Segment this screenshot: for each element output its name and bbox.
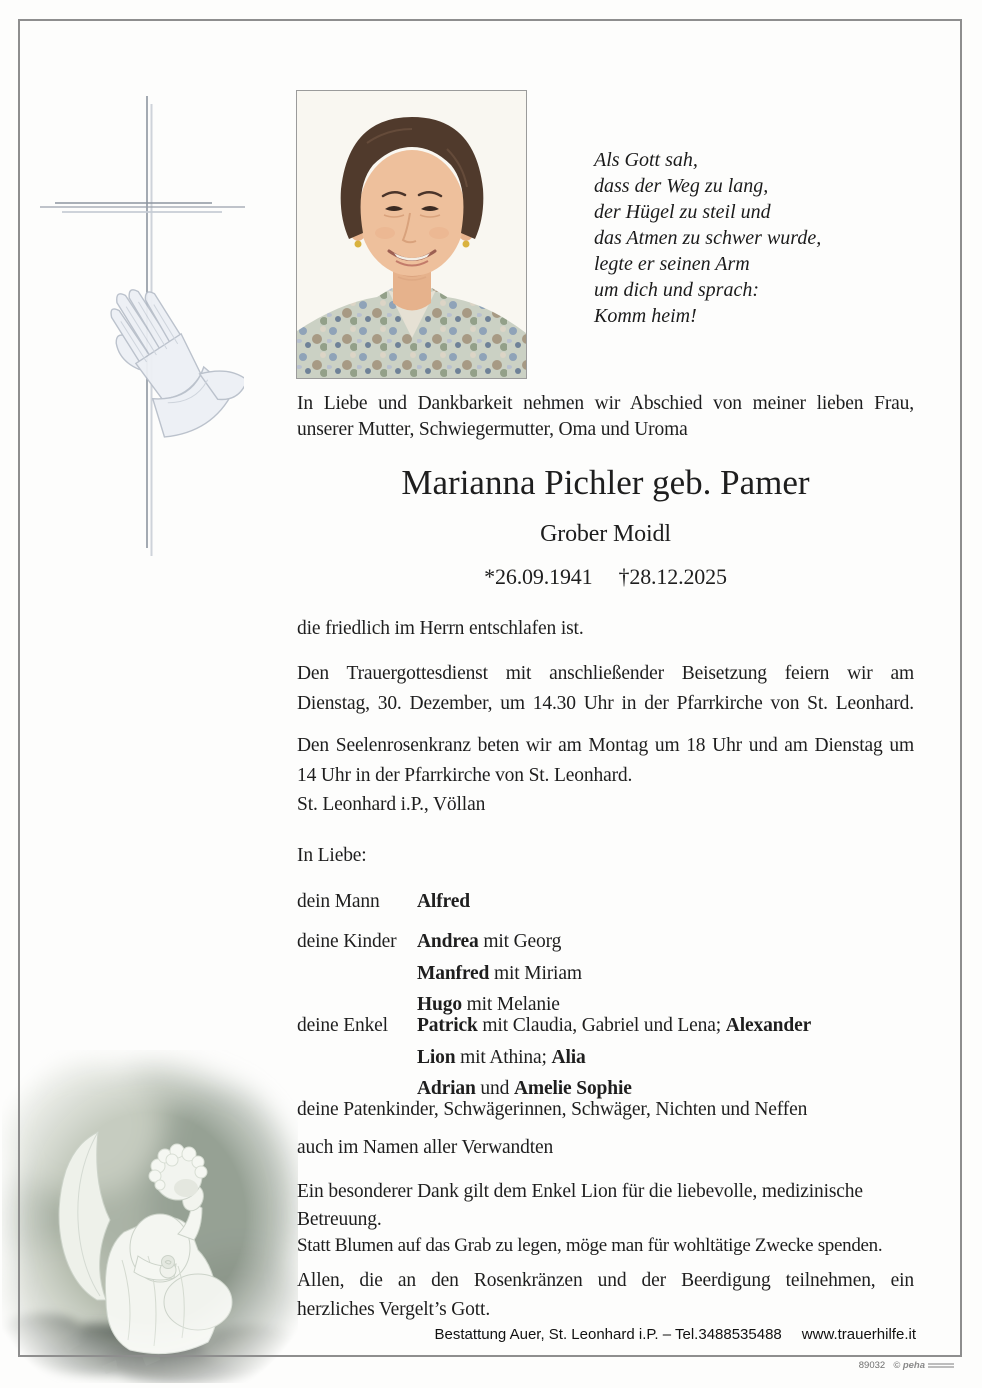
family-role-label: deine Kinder xyxy=(297,931,397,952)
print-code: 89032 xyxy=(858,1360,886,1371)
family-role-label: dein Mann xyxy=(297,891,380,912)
service-paragraph xyxy=(297,659,914,718)
family-row-husband xyxy=(297,886,914,918)
portrait-photo xyxy=(296,90,527,379)
donation-text: Statt Blumen auf das Grab zu legen, möge man für wohltätige Zwecke spenden. xyxy=(297,1235,883,1256)
gratitude-paragraph xyxy=(297,1266,914,1324)
poem-line: der Hügel zu steil und xyxy=(594,201,771,223)
intro-line: unserer Mutter, Schwiegermutter, Oma und Uroma xyxy=(297,419,688,440)
family-line: Andrea mit Georg xyxy=(417,931,562,952)
rosary-line: 14 Uhr in der Pfarrkirche von St. Leonhard. xyxy=(297,764,633,786)
thanks-line: Betreuung. xyxy=(297,1209,382,1230)
poem-line: Als Gott sah, xyxy=(594,149,698,171)
website-text: www.trauerhilfe.it xyxy=(801,1326,916,1343)
family-line: Lion mit Athina; Alia xyxy=(417,1046,586,1068)
death-date: †28.12.2025 xyxy=(618,564,727,589)
family-row-children xyxy=(297,926,914,1021)
printer-mark: © peha xyxy=(893,1360,925,1371)
service-line: Dienstag, 30. Dezember, um 14.30 Uhr in der Pfarrkirche von St. Leonhard. xyxy=(297,692,914,714)
deceased-name: Marianna Pichler geb. Pamer xyxy=(401,463,810,502)
angel-statue-image xyxy=(2,1050,298,1383)
footer xyxy=(435,1326,916,1343)
rosary-paragraph xyxy=(297,731,914,790)
family-line: Alfred xyxy=(417,891,470,912)
family-lines xyxy=(417,1010,914,1105)
family-line: Hugo mit Melanie xyxy=(417,994,560,1015)
intro-line: In Liebe und Dankbarkeit nehmen wir Abschied von meiner lieben Frau, xyxy=(297,393,914,414)
family-line: Patrick mit Claudia, Gabriel und Lena; Alexander xyxy=(417,1015,812,1036)
rosary-line: Den Seelenrosenkranz beten wir am Montag um 18 Uhr und am Dienstag um xyxy=(297,735,914,756)
poem-line: dass der Weg zu lang, xyxy=(594,175,769,197)
place-text: St. Leonhard i.P., Völlan xyxy=(297,794,486,815)
thanks-line: Ein besonderer Dank gilt dem Enkel Lion für die liebevolle, medizinische xyxy=(297,1181,863,1202)
gratitude-line: herzliches Vergelt’s Gott. xyxy=(297,1299,491,1320)
life-dates xyxy=(297,563,914,591)
printer-mark-fineprint xyxy=(928,1362,954,1369)
deceased-nickname: Grober Moidl xyxy=(540,521,671,547)
godchildren-text: deine Patenkinder, Schwägerinnen, Schwäger, Nichten und Neffen xyxy=(297,1099,808,1120)
family-row-grandchildren xyxy=(297,1010,914,1105)
intro-paragraph xyxy=(297,391,914,443)
family-line: Manfred mit Miriam xyxy=(417,962,582,984)
family-lines xyxy=(417,926,914,1021)
relatives-text: auch im Namen aller Verwandten xyxy=(297,1137,554,1158)
thanks-paragraph xyxy=(297,1178,914,1234)
print-info xyxy=(859,1360,954,1371)
obituary-text-column xyxy=(297,385,914,1345)
poem-line: um dich und sprach: xyxy=(594,279,759,301)
passing-text: die friedlich im Herrn entschlafen ist. xyxy=(297,618,584,639)
poem-line: legte er seinen Arm xyxy=(594,253,750,275)
family-role-label: deine Enkel xyxy=(297,1015,388,1036)
poem-line: Komm heim! xyxy=(594,305,697,327)
poem-line: das Atmen zu schwer wurde, xyxy=(594,227,822,249)
poem xyxy=(594,147,924,329)
birth-date: *26.09.1941 xyxy=(484,564,593,589)
service-line: Den Trauergottesdienst mit anschließender Beisetzung feiern wir am xyxy=(297,663,914,684)
praying-hands-icon xyxy=(86,262,244,452)
gratitude-line: Allen, die an den Rosenkränzen und der Beerdigung teilnehmen, ein xyxy=(297,1270,914,1291)
closing-text: In Liebe: xyxy=(297,845,367,866)
funeral-home-info: Bestattung Auer, St. Leonhard i.P. – Tel.3488535488 xyxy=(434,1326,782,1343)
family-line: Adrian und Amelie Sophie xyxy=(417,1078,632,1099)
